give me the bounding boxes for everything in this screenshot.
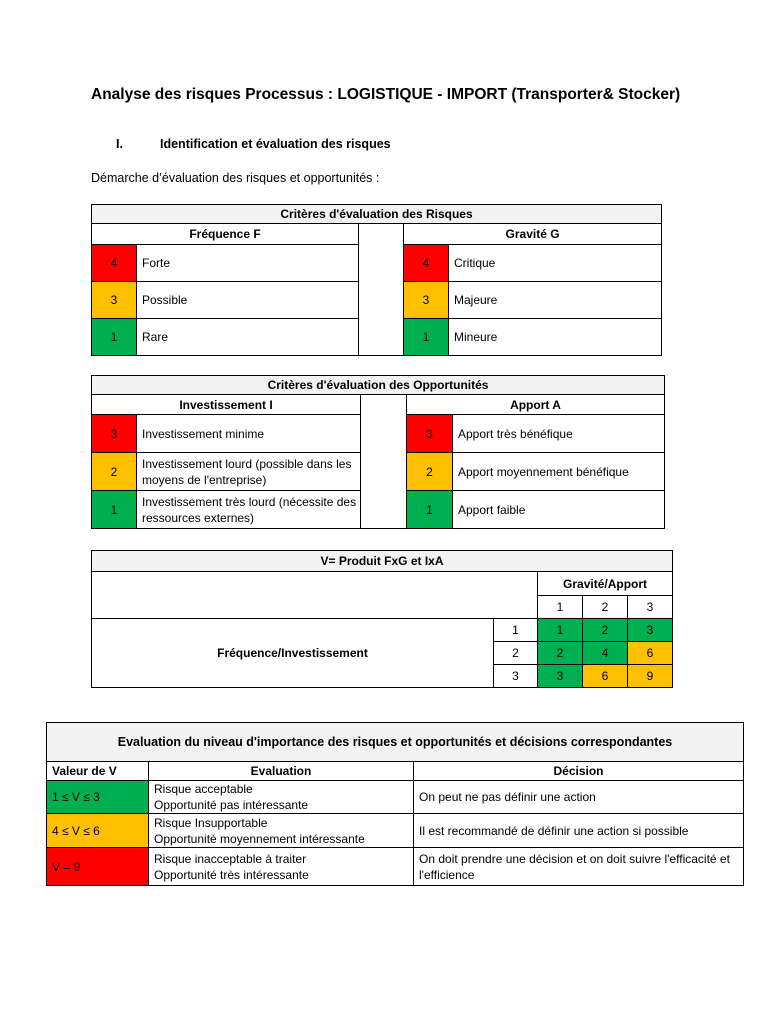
evaluation-opportunity-text: Opportunité pas intéressante <box>154 798 309 812</box>
matrix-row-title: Fréquence/Investissement <box>92 619 494 688</box>
investment-title: Investissement I <box>92 395 361 415</box>
frequency-value-cell: 3 <box>92 282 137 319</box>
matrix-cell: 2 <box>583 619 628 642</box>
evaluation-header: Evaluation du niveau d'importance des risques et opportunités et décisions correspondantes <box>47 723 744 762</box>
matrix-row-value: 2 <box>494 642 538 665</box>
frequency-label-cell: Forte <box>137 245 359 282</box>
opportunity-criteria-header: Critères d'évaluation des Opportunités <box>92 376 665 395</box>
evaluation-text-cell <box>149 781 414 814</box>
investment-value-cell: 1 <box>92 491 137 529</box>
contribution-value-cell: 3 <box>407 415 453 453</box>
matrix-col-title: Gravité/Apport <box>538 572 673 596</box>
evaluation-col-decision: Décision <box>414 762 744 781</box>
section-number: I. <box>116 137 123 151</box>
matrix-row-value: 1 <box>494 619 538 642</box>
page-title: Analyse des risques Processus : LOGISTIQUE - IMPORT (Transporter& Stocker) <box>91 86 681 103</box>
frequency-value-cell: 4 <box>92 245 137 282</box>
gravity-value-cell: 1 <box>404 319 449 356</box>
matrix-cell: 6 <box>628 642 673 665</box>
gravity-label-cell: Mineure <box>449 319 662 356</box>
matrix-row-value: 3 <box>494 665 538 688</box>
frequency-label-cell: Rare <box>137 319 359 356</box>
intro-text: Démarche d’évaluation des risques et opportunités : <box>91 171 380 185</box>
contribution-value-cell: 2 <box>407 453 453 491</box>
frequency-value-cell: 1 <box>92 319 137 356</box>
matrix-cell: 3 <box>538 665 583 688</box>
evaluation-risk-text: Risque Insupportable <box>154 815 268 830</box>
matrix-cell: 6 <box>583 665 628 688</box>
investment-label-cell: Investissement très lourd (nécessite des ressources externes) <box>137 491 361 529</box>
matrix-cell: 4 <box>583 642 628 665</box>
investment-value-cell: 3 <box>92 415 137 453</box>
gravity-label-cell: Majeure <box>449 282 662 319</box>
evaluation-table <box>46 722 744 886</box>
evaluation-risk-text: Risque inacceptable à traiter <box>154 851 307 866</box>
frequency-title: Fréquence F <box>92 224 359 245</box>
matrix-cell: 3 <box>628 619 673 642</box>
matrix-cell: 2 <box>538 642 583 665</box>
investment-label-cell: Investissement minime <box>137 415 361 453</box>
risk-criteria-spacer <box>359 224 404 356</box>
contribution-value-cell: 1 <box>407 491 453 529</box>
matrix-col-value: 2 <box>583 596 628 619</box>
evaluation-col-value: Valeur de V <box>47 762 149 781</box>
matrix-blank-corner <box>92 572 538 619</box>
matrix-col-value: 3 <box>628 596 673 619</box>
investment-label-cell: Investissement lourd (possible dans les moyens de l'entreprise) <box>137 453 361 491</box>
evaluation-opportunity-text: Opportunité très intéressante <box>154 867 309 882</box>
section-title: Identification et évaluation des risques <box>160 137 391 151</box>
evaluation-decision-cell: On peut ne pas définir une action <box>414 781 744 814</box>
value-matrix-table <box>91 550 673 688</box>
evaluation-decision-cell: On doit prendre une décision et on doit suivre l'efficacité et l'efficience <box>414 848 744 886</box>
evaluation-risk-text: Risque acceptable <box>154 782 253 796</box>
matrix-cell: 9 <box>628 665 673 688</box>
evaluation-range-cell: 4 ≤ V ≤ 6 <box>47 814 149 848</box>
matrix-col-value: 1 <box>538 596 583 619</box>
matrix-cell: 1 <box>538 619 583 642</box>
evaluation-decision-cell: Il est recommandé de définir une action si possible <box>414 814 744 848</box>
risk-criteria-table <box>91 204 662 356</box>
frequency-label-cell: Possible <box>137 282 359 319</box>
evaluation-range-cell: 1 ≤ V ≤ 3 <box>47 781 149 814</box>
contribution-label-cell: Apport très bénéfique <box>453 415 665 453</box>
gravity-label-cell: Critique <box>449 245 662 282</box>
contribution-label-cell: Apport moyennement bénéfique <box>453 453 665 491</box>
evaluation-text-cell <box>149 814 414 848</box>
evaluation-range-cell: V = 9 <box>47 848 149 886</box>
gravity-value-cell: 3 <box>404 282 449 319</box>
risk-criteria-header: Critères d'évaluation des Risques <box>92 205 662 224</box>
investment-value-cell: 2 <box>92 453 137 491</box>
matrix-header: V= Produit FxG et IxA <box>92 551 673 572</box>
evaluation-text-cell <box>149 848 414 886</box>
evaluation-opportunity-text: Opportunité moyennement intéressante <box>154 831 365 846</box>
contribution-label-cell: Apport faible <box>453 491 665 529</box>
opportunity-criteria-spacer <box>361 395 407 529</box>
opportunity-criteria-table <box>91 375 665 529</box>
contribution-title: Apport A <box>407 395 665 415</box>
evaluation-col-evaluation: Evaluation <box>149 762 414 781</box>
gravity-title: Gravité G <box>404 224 662 245</box>
gravity-value-cell: 4 <box>404 245 449 282</box>
